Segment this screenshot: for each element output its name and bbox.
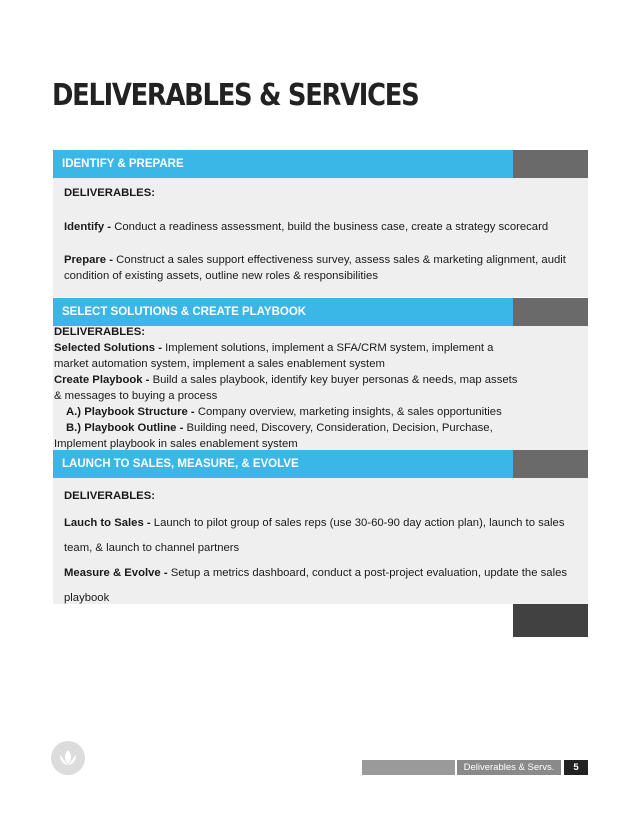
playbook-structure-term: A.) Playbook Structure - (66, 406, 198, 418)
create-playbook-term: Create Playbook - (54, 374, 153, 386)
footer-section-label: Deliverables & Servs. (457, 760, 561, 775)
measure-evolve-text-cont: playbook (64, 592, 110, 604)
section-body-identify-prepare (53, 178, 588, 297)
launch-to-sales-term: Lauch to Sales - (64, 517, 154, 529)
section-body-launch-measure (53, 478, 588, 604)
playbook-outline-text-cont: Implement playbook in sales enablement system (54, 438, 298, 450)
playbook-outline-term: B.) Playbook Outline - (66, 422, 187, 434)
deliverables-label: DELIVERABLES: (64, 187, 156, 199)
deliverables-label: DELIVERABLES: (54, 326, 146, 338)
header-cap (513, 298, 588, 326)
identify-text: Conduct a readiness assessment, build the business case, create a strategy scorecard (114, 221, 549, 233)
page-title: DELIVERABLES & SERVICES (52, 78, 419, 113)
footer-bar (362, 760, 455, 775)
prepare-term: Prepare - (64, 254, 117, 266)
create-playbook-text: Build a sales playbook, identify key buyer personas & needs, map assets (152, 374, 518, 386)
bottom-cap-block (513, 604, 588, 637)
playbook-outline-text: Building need, Discovery, Consideration, Decision, Purchase, (186, 422, 493, 434)
header-cap (513, 450, 588, 478)
header-cap (513, 150, 588, 178)
deliverables-label: DELIVERABLES: (64, 490, 156, 502)
launch-to-sales-text-cont: team, & launch to channel partners (64, 542, 240, 554)
lotus-logo-icon (51, 741, 85, 775)
create-playbook-text-cont: & messages to buying a process (54, 390, 218, 402)
prepare-text: Construct a sales support effectiveness survey, assess sales & marketing alignment, audit condition of existing assets, outline new roles & responsibilities (64, 254, 566, 282)
page-number: 5 (564, 760, 588, 775)
launch-to-sales-text: Launch to pilot group of sales reps (use 30-60-90 day action plan), launch to sales (153, 517, 565, 529)
measure-evolve-term: Measure & Evolve - (64, 567, 171, 579)
section-body-select-solutions (53, 326, 588, 450)
section-header-label: LAUNCH TO SALES, MEASURE, & EVOLVE (62, 458, 299, 470)
playbook-structure-text: Company overview, marketing insights, & sales opportunities (197, 406, 502, 418)
selected-solutions-term: Selected Solutions - (54, 342, 166, 354)
section-header-identify-prepare (53, 150, 588, 178)
section-header-label: IDENTIFY & PREPARE (62, 158, 184, 170)
selected-solutions-text-cont: market automation system, implement a sales enablement system (54, 358, 385, 370)
section-header-select-solutions (53, 298, 588, 326)
section-header-launch-measure (53, 450, 588, 478)
selected-solutions-text: Implement solutions, implement a SFA/CRM system, implement a (165, 342, 494, 354)
identify-term: Identify - (64, 221, 115, 233)
section-header-label: SELECT SOLUTIONS & CREATE PLAYBOOK (62, 306, 307, 318)
measure-evolve-text: Setup a metrics dashboard, conduct a post-project evaluation, update the sales (170, 567, 568, 579)
